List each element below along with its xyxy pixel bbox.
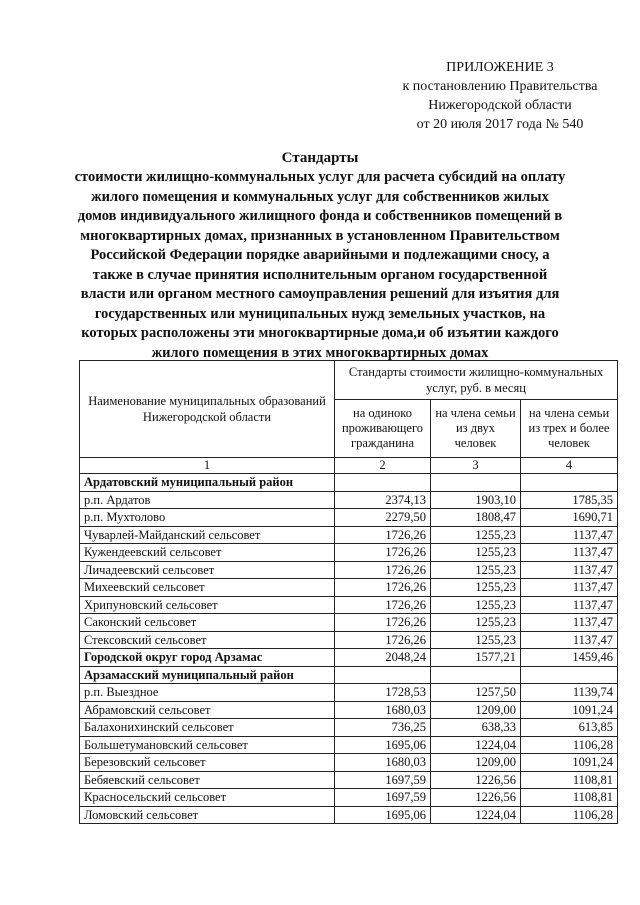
single-resident-value: 1726,26: [335, 544, 431, 562]
three-plus-value: 1137,47: [521, 614, 618, 632]
two-person-value: 1255,23: [431, 544, 521, 562]
appendix-label: ПРИЛОЖЕНИЕ 3: [446, 60, 554, 75]
single-resident-value: 736,25: [335, 719, 431, 737]
two-person-value: 1226,56: [431, 771, 521, 789]
municipality-name: Хрипуновский сельсовет: [80, 596, 335, 614]
two-person-value: 1209,00: [431, 701, 521, 719]
municipality-name: Городской округ город Арзамас: [80, 649, 335, 667]
table-row: [80, 736, 618, 754]
column-number: 3: [431, 458, 521, 474]
three-plus-value: 613,85: [521, 719, 618, 737]
municipality-name: Ардатовский муниципальный район: [80, 474, 335, 492]
single-resident-value: 1726,26: [335, 596, 431, 614]
column-numbers-row: [80, 458, 618, 474]
column-number: 2: [335, 458, 431, 474]
single-resident-value: 1726,26: [335, 631, 431, 649]
header-standards-group: Стандарты стоимости жилищно-коммунальных услуг, руб. в месяц: [335, 361, 618, 400]
municipality-name: Арзамасский муниципальный район: [80, 666, 335, 684]
table-row: [80, 544, 618, 562]
municipality-name: р.п. Мухтолово: [80, 509, 335, 527]
table-row: [80, 509, 618, 527]
municipality-name: Кужендеевский сельсовет: [80, 544, 335, 562]
two-person-value: 1808,47: [431, 509, 521, 527]
single-resident-value: 1695,06: [335, 736, 431, 754]
municipality-name: Абрамовский сельсовет: [80, 701, 335, 719]
three-plus-value: 1137,47: [521, 596, 618, 614]
table-row: [80, 596, 618, 614]
municipality-name: Чуварлей-Майданский сельсовет: [80, 526, 335, 544]
table-row: [80, 684, 618, 702]
three-plus-value: 1690,71: [521, 509, 618, 527]
municipality-name: Михеевский сельсовет: [80, 579, 335, 597]
table-row: [80, 754, 618, 772]
municipality-name: р.п. Выездное: [80, 684, 335, 702]
two-person-value: 1903,10: [431, 491, 521, 509]
single-resident-value: [335, 666, 431, 684]
table-row: [80, 491, 618, 509]
two-person-value: 1209,00: [431, 754, 521, 772]
three-plus-value: 1137,47: [521, 631, 618, 649]
two-person-value: 1255,23: [431, 526, 521, 544]
table-row: [80, 561, 618, 579]
three-plus-value: 1137,47: [521, 526, 618, 544]
three-plus-value: 1139,74: [521, 684, 618, 702]
single-resident-value: 1680,03: [335, 754, 431, 772]
two-person-value: 1226,56: [431, 789, 521, 807]
three-plus-value: 1091,24: [521, 754, 618, 772]
single-resident-value: [335, 474, 431, 492]
appendix-region: Нижегородской области: [428, 98, 572, 113]
single-resident-value: 1697,59: [335, 789, 431, 807]
municipality-name: Балахонихинский сельсовет: [80, 719, 335, 737]
document-title: Стандарты: [281, 150, 359, 166]
table-body: [80, 474, 618, 824]
column-number: 1: [80, 458, 335, 474]
single-resident-value: 2048,24: [335, 649, 431, 667]
two-person-value: 1255,23: [431, 614, 521, 632]
two-person-value: 1255,23: [431, 579, 521, 597]
two-person-value: 1255,23: [431, 631, 521, 649]
three-plus-value: 1106,28: [521, 736, 618, 754]
three-plus-value: 1091,24: [521, 701, 618, 719]
three-plus-value: 1137,47: [521, 544, 618, 562]
municipality-name: Ломовский сельсовет: [80, 806, 335, 824]
standards-table: [79, 360, 618, 824]
two-person-value: 1577,21: [431, 649, 521, 667]
single-resident-value: 1726,26: [335, 526, 431, 544]
table-row: [80, 719, 618, 737]
three-plus-value: [521, 666, 618, 684]
single-resident-value: 1695,06: [335, 806, 431, 824]
single-resident-value: 1726,26: [335, 579, 431, 597]
three-plus-value: 1785,35: [521, 491, 618, 509]
municipality-name: р.п. Ардатов: [80, 491, 335, 509]
table-row: [80, 631, 618, 649]
municipality-name: Бебяевский сельсовет: [80, 771, 335, 789]
header-two-person-family: на члена семьи из двух человек: [431, 400, 521, 458]
single-resident-value: 1680,03: [335, 701, 431, 719]
table-row: [80, 666, 618, 684]
two-person-value: 1257,50: [431, 684, 521, 702]
three-plus-value: 1137,47: [521, 579, 618, 597]
municipality-name: Стексовский сельсовет: [80, 631, 335, 649]
municipality-name: Большетумановский сельсовет: [80, 736, 335, 754]
table-row: [80, 614, 618, 632]
table-row: [80, 579, 618, 597]
municipality-name: Личадеевский сельсовет: [80, 561, 335, 579]
two-person-value: 1255,23: [431, 561, 521, 579]
single-resident-value: 1726,26: [335, 614, 431, 632]
three-plus-value: [521, 474, 618, 492]
table-row: [80, 789, 618, 807]
two-person-value: 1255,23: [431, 596, 521, 614]
municipality-name: Березовский сельсовет: [80, 754, 335, 772]
three-plus-value: 1108,81: [521, 789, 618, 807]
two-person-value: 1224,04: [431, 736, 521, 754]
table-row: [80, 649, 618, 667]
municipality-name: Саконский сельсовет: [80, 614, 335, 632]
table-row: [80, 806, 618, 824]
single-resident-value: 1697,59: [335, 771, 431, 789]
two-person-value: 638,33: [431, 719, 521, 737]
three-plus-value: 1137,47: [521, 561, 618, 579]
table-row: [80, 526, 618, 544]
document-subtitle: стоимости жилищно-коммунальных услуг для расчета субсидий на оплату жилого помещения и коммунальных услуг для собственников жилых домов индивидуального жилищного фонда и собственников помещений в многоквартирных домах, признанных в установленном Правительством Российской Федерации порядке аварийными и подлежащими сносу, а также в случае принятия исполнительным органом государственной власти или органом местного самоуправления решений для изъятия для государственных или муниципальных нужд земельных участков, на которых расположены эти многоквартирные дома,и об изъятии каждого жилого помещения в этих многоквартирных домах: [74, 169, 566, 361]
header-three-plus-family: на члена семьи из трех и более человек: [521, 400, 618, 458]
municipality-name: Красносельский сельсовет: [80, 789, 335, 807]
table-row: [80, 701, 618, 719]
table-row: [80, 474, 618, 492]
three-plus-value: 1106,28: [521, 806, 618, 824]
single-resident-value: 1728,53: [335, 684, 431, 702]
table-row: [80, 771, 618, 789]
column-number: 4: [521, 458, 618, 474]
single-resident-value: 1726,26: [335, 561, 431, 579]
two-person-value: [431, 474, 521, 492]
appendix-block: [380, 58, 620, 134]
three-plus-value: 1108,81: [521, 771, 618, 789]
appendix-resolution: к постановлению Правительства: [402, 79, 598, 94]
two-person-value: 1224,04: [431, 806, 521, 824]
header-municipality: Наименование муниципальных образований Нижегородской области: [80, 361, 335, 458]
three-plus-value: 1459,46: [521, 649, 618, 667]
single-resident-value: 2374,13: [335, 491, 431, 509]
header-single-resident: на одиноко проживающего гражданина: [335, 400, 431, 458]
two-person-value: [431, 666, 521, 684]
appendix-date: от 20 июля 2017 года № 540: [416, 117, 584, 132]
single-resident-value: 2279,50: [335, 509, 431, 527]
